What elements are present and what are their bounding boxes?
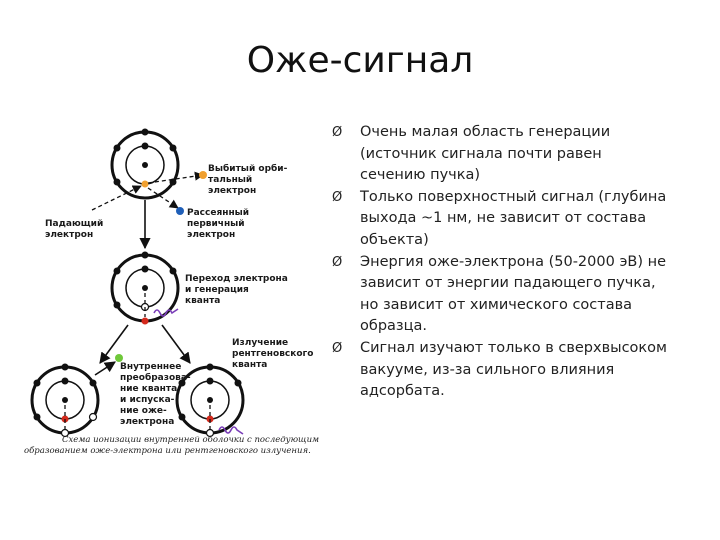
atom-bottom-left [32,364,98,437]
vacancy-red [142,318,149,325]
lbl-caption-line: Схема ионизации внутренней оболочки с последующим [62,435,320,445]
label-transition [185,274,288,306]
lbl-internal-line: и испуска- [120,395,175,405]
lbl-xray-line: рентгеновского [232,349,314,359]
lbl-ejected-line: электрон [208,186,257,196]
auger-electron [115,354,123,362]
lbl-ejected-line: Выбитый орби- [208,164,288,174]
bullet-text-line: объекта) [360,231,429,248]
bullet-item [328,122,708,187]
lbl-scattered-line: электрон [187,230,236,240]
lbl-transition-line: и генерация [185,285,249,295]
label-incident-electron [45,219,103,240]
lbl-transition-line: кванта [185,296,221,306]
bullet-text-line: Сигнал изучают только в сверхвысоком [360,339,667,356]
bullet-text-line: выхода ~1 нм, не зависит от состава [360,210,647,227]
bullet-text-line: образца. [360,318,427,335]
bullet-text-line: Очень малая область генерации [360,124,611,140]
bullet-list [328,122,708,403]
lbl-internal-line: Внутреннее [120,362,182,372]
lbl-internal-line: электрона [120,417,175,427]
bullet-text-line: (источник сигнала почти равен [360,145,602,162]
lbl-scattered-line: Рассеянный [187,208,250,218]
bullet-arrow-icon: Ø [332,125,343,140]
auger-process-diagram [0,0,330,470]
label-ejected-electron [208,163,288,196]
lbl-xray-line: кванта [232,360,268,370]
bullet-text-line: но зависит от химического состава [360,296,633,313]
bullet-item [328,187,708,252]
atom-middle [112,252,178,325]
bullet-text-line: Только поверхностный сигнал (глубина [360,188,667,205]
atom-top [112,129,178,199]
bullet-arrow-icon: Ø [332,189,343,205]
lbl-internal-line: ние оже- [120,406,167,416]
bullet-arrow-icon: Ø [332,254,343,270]
lbl-incident-line: Падающий [45,219,104,229]
bullet-text-line: Энергия оже-электрона (50-2000 эВ) не [360,253,667,270]
lbl-scattered-line: первичный [187,219,245,229]
bullet-text-line: сечению пучка) [360,167,481,184]
bullet-text-line: вакууме, из-за сильного влияния [360,361,615,378]
lbl-internal-line: преобразова- [120,373,191,383]
lbl-caption-line: образованием оже-электрона или рентгеновского излучения. [24,446,311,456]
bullet-text-line: зависит от энергии падающего пучка, [360,275,656,292]
label-scattered-electron [187,208,249,240]
vacancy-electron-orange [142,181,149,188]
lbl-ejected-line: тальный [208,175,253,185]
lbl-transition-line: Переход электрона [185,274,288,284]
lbl-internal-line: ние кванта [120,384,178,394]
bullet-arrow-icon: Ø [332,340,343,356]
bullet-text-line: адсорбата. [360,383,445,400]
label-xray-emission [232,338,313,370]
figure-caption [24,434,319,456]
bullet-item [328,252,708,338]
ejected-electron [199,171,207,179]
lbl-incident-line: электрон [45,230,94,240]
scattered-electron [176,207,184,215]
slide-title: Оже-сигнал [246,40,474,81]
lbl-xray-line: Излучение [232,338,289,348]
bullet-item [328,338,708,403]
